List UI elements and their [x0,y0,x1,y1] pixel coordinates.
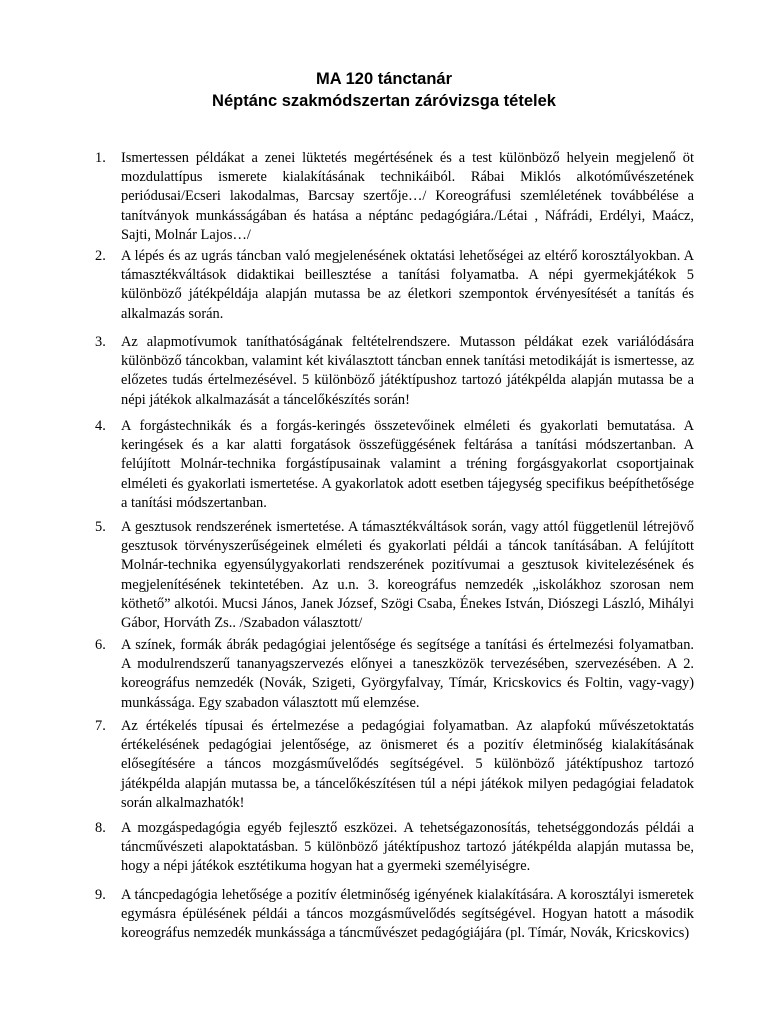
item-text: A lépés és az ugrás táncban való megjelenésének oktatási lehetőségei az eltérő korosztályokban. A támasztékváltások didaktikai beillesztése a tanítási folyamatba. A népi gyermekjátékok 5 különböző játékpéldája alapján mutassa be az életkori szempontok érvényesítését a tanítás és alkalmazás során. [121,248,694,322]
item-text: A forgástechnikák és a forgás-keringés összetevőinek elméleti és gyakorlati bemutatása. A keringések és a kar alatti forgatások összefüggésének feltárása a tanítási módszertanban. A felújított Molnár-technika forgástípusainak valamint a tréning forgásgyakorlat csoportjainak elméleti és gyakorlati ismertetése. A gyakorlatok adott esetben tájegység specifikus beépíthetősége a tanítási módszertanban. [121,418,694,511]
item-number: 4. [95,418,106,434]
item-text: Az alapmotívumok taníthatóságának feltételrendszere. Mutasson példákat ezek variálódására különböző táncokban, valamint két kiválasztott táncban ennek tanítási metodikáját is ismertesse, az előzetes tudás értelmezésével. 5 különböző játéktípushoz tartozó játékpélda alapján mutassa be a népi játékok alkalmazását a táncelőkészítés során! [121,334,694,408]
item-text: A mozgáspedagógia egyéb fejlesztő eszközei. A tehetségazonosítás, tehetséggondozás példái a táncművészeti alapoktatásban. 5 különböző játéktípushoz tartozó játékpélda alapján mutassa be, hogy a népi játékok esztétikuma hogyan hat a gyermeki személyiségre. [121,820,694,875]
item-number: 6. [95,637,106,653]
item-number: 9. [95,887,106,903]
item-text: A gesztusok rendszerének ismertetése. A támasztékváltások során, vagy attól függetlenül létrejövő gesztusok törvényszerűségeinek elméleti és gyakorlati példái a táncok tanításában. A felújított Molnár-technika egyensúlygyakorlati rendszerének pozitívumai a gesztusok kivitelezésének és megjelenítésének tekintetében. Az u.n. 3. koreográfus nemzedék „iskolákhoz szorosan nem köthető” alkotói. Mucsi János, Janek József, Szögi Csaba, Énekes István, Diószegi László, Mihályi Gábor, Horváth Zs.. /Szabadon választott/ [121,519,694,632]
item-text: A táncpedagógia lehetősége a pozitív életminőség igényének kialakítására. A korosztályi ismeretek egymásra épülésének példái a táncos mozgásművelődés segítségével. Hogyan hatott a második koreográfus nemzedék munkássága a táncművészet pedagógiájára (pl. Tímár, Novák, Kricskovics) [121,887,694,942]
item-number: 2. [95,248,106,264]
item-text: Az értékelés típusai és értelmezése a pedagógiai folyamatban. Az alapfokú művészetoktatás értékelésének pedagógiai jelentősége, az önismeret és a pozitív életminőség kialakításának elősegítésére a táncos mozgásművelődés segítségével. 5 különböző játéktípushoz tartozó játékpélda alapján mutassa be, a táncelőkészítésen túl a népi játékok milyen pedagógiai feladatok során alkalmazhatók! [121,718,694,811]
item-number: 1. [95,150,106,166]
document-subtitle: Néptánc szakmódszertan záróvizsga tételek [212,92,556,110]
document-title: MA 120 tánctanár [315,70,453,88]
item-number: 3. [95,334,106,350]
item-number: 8. [95,820,106,836]
item-number: 5. [95,519,106,535]
item-text: A színek, formák ábrák pedagógiai jelentősége és segítsége a tanítási és értelmezési folyamatban. A modulrendszerű tananyagszervezés előnyei a taneszközök tervezésében, szervezésében. A 2. koreográfus nemzedék (Novák, Szigeti, Györgyfalvay, Tímár, Kricskovics és Foltin, vagy-vagy) munkássága. Egy szabadon választott mű elemzése. [121,637,694,711]
item-number: 7. [95,718,106,734]
item-text: Ismertessen példákat a zenei lüktetés megértésének és a test különböző helyein megjelenő öt mozdulattípus ismerete kialakításának technikáiból. Rábai Miklós alkotóművészetének periódusai/Ecseri lakodalmas, Barcsay szertője…/ Koreográfusi szemléletének továbbélése a tanítványok munkásságában és hatása a néptánc pedagógiára./Létai , Náfrádi, Erdélyi, Maácz, Sajti, Molnár Lajos…/ [121,150,694,243]
